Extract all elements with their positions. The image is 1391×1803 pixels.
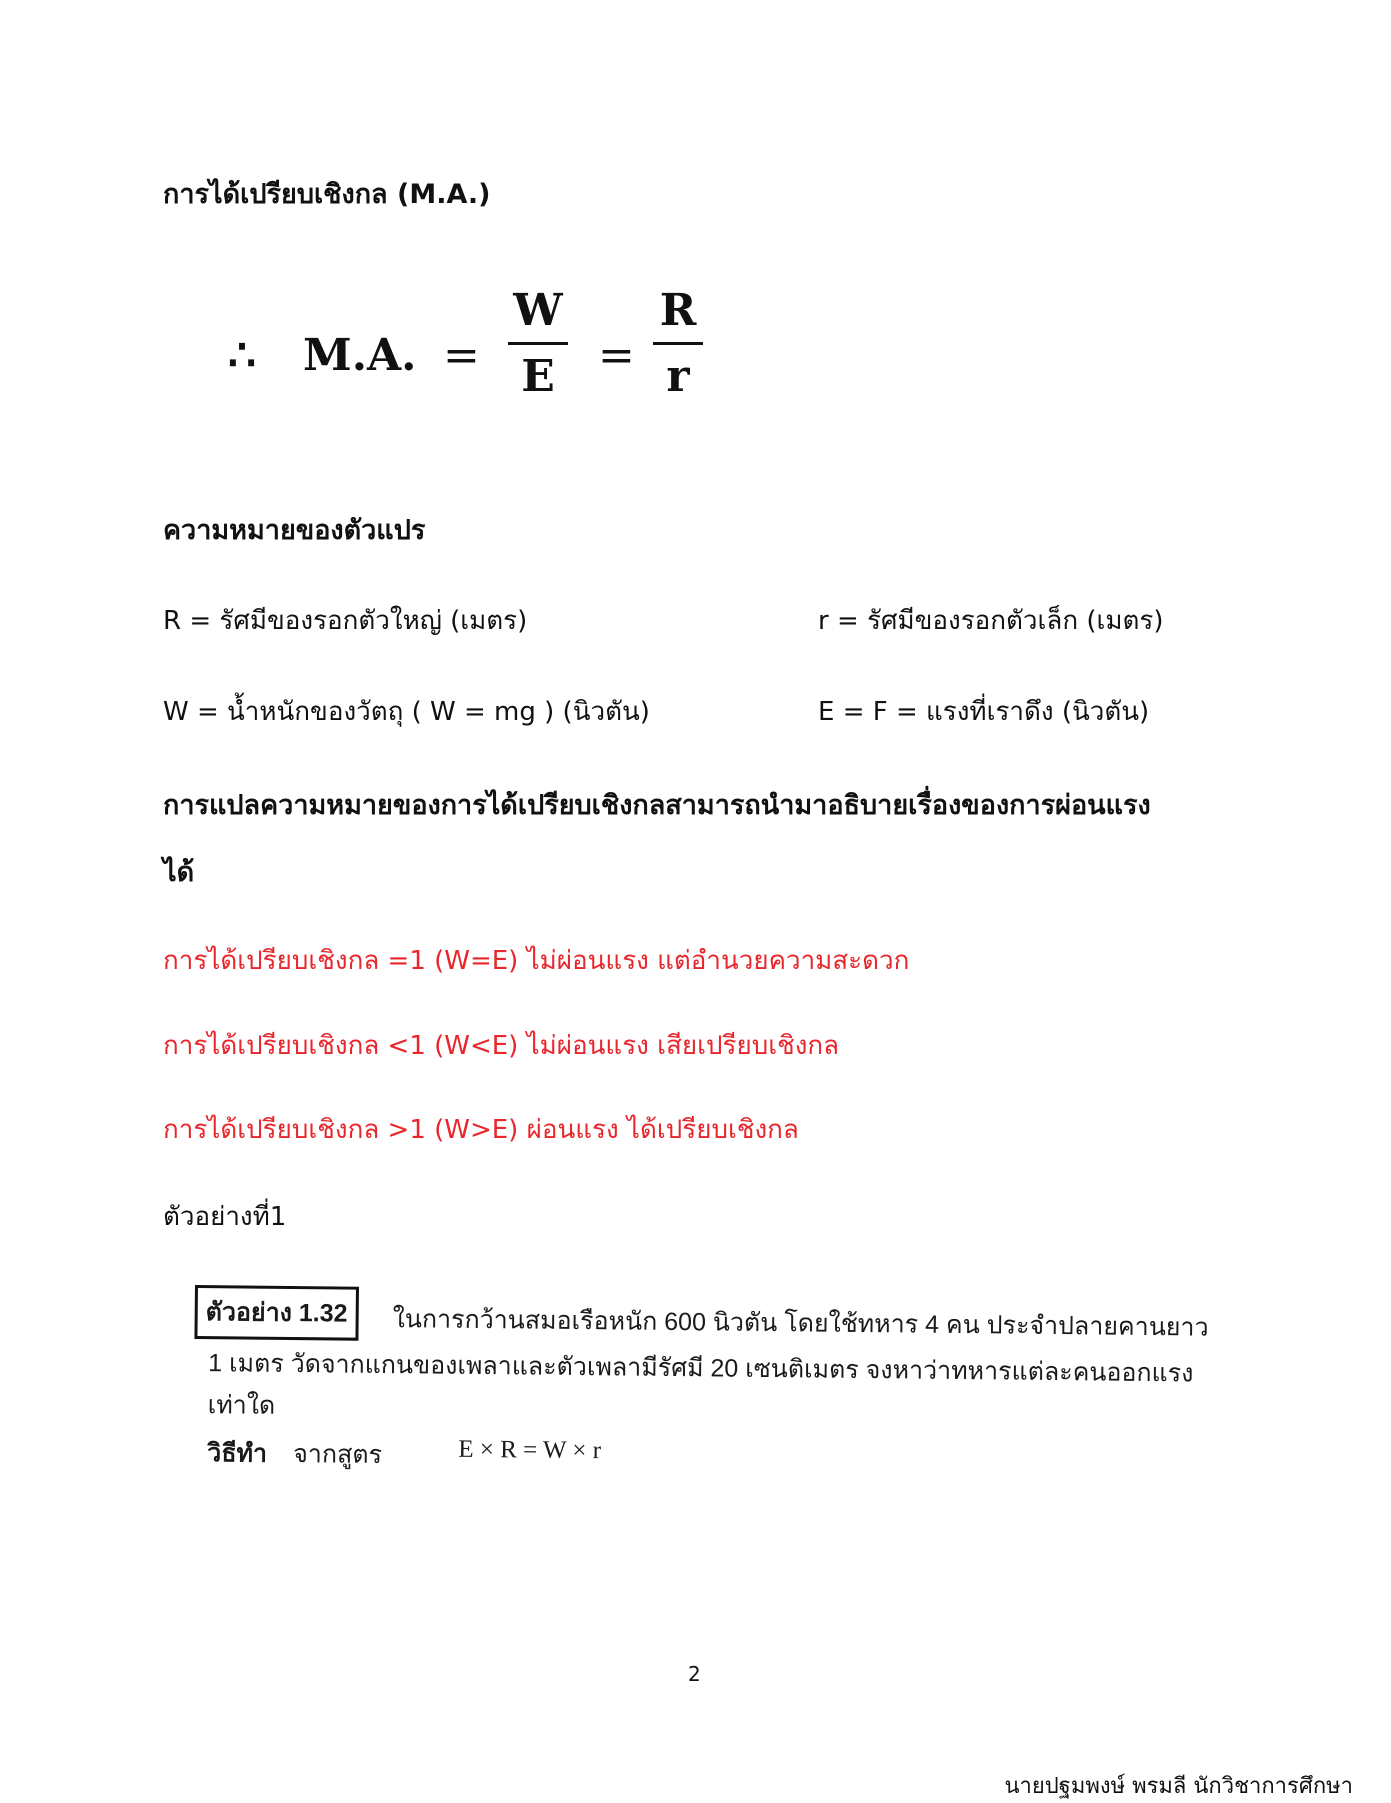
interpretation-heading: การแปลความหมายของการได้เปรียบเชิงกลสามารถนำมาอธิบายเรื่องของการผ่อนแรง [163,790,1151,821]
ma-less-one: การได้เปรียบเชิงกล <1 (W<E) ไม่ผ่อนแรง เสียเปรียบเชิงกล [163,1031,840,1061]
ma-formula [228,285,708,455]
denominator: r [666,351,690,402]
formula-equals: = [598,330,635,381]
variable-r: r = รัศมีของรอกตัวเล็ก (เมตร) [818,606,1164,636]
example-line-3: เท่าใด [207,1391,276,1420]
from-formula: จากสูตร [293,1440,383,1469]
scanned-example [193,1285,1225,1506]
example-label: ตัวอย่างที่1 [163,1202,287,1232]
therefore-symbol: ∴ [228,330,256,381]
section-title: การได้เปรียบเชิงกล (M.A.) [163,179,491,210]
interpretation-heading-cont: ได้ [163,857,195,888]
example-number-box: ตัวอย่าง 1.32 [194,1285,358,1341]
example-line-2: 1 เมตร วัดจากแกนของเพลาและตัวเพลามีรัศมี 20 เซนติเมตร จงหาว่าทหารแต่ละคนออกแรง [208,1349,1194,1388]
denominator: E [521,351,555,402]
variables-heading: ความหมายของตัวแปร [163,515,426,546]
formula-lhs: M.A. [303,330,417,381]
example-line-1: ในการกว้านสมอเรือหนัก 600 นิวตัน โดยใช้ทหาร 4 คน ประจำปลายคานยาว [392,1305,1209,1342]
variable-E: E = F = แรงที่เราดึง (นิวตัน) [818,697,1150,727]
solution-equation: E × R = W × r [458,1435,602,1465]
numerator: R [659,285,697,336]
ma-greater-one: การได้เปรียบเชิงกล >1 (W>E) ผ่อนแรง ได้เปรียบเชิงกล [163,1115,799,1145]
numerator: W [513,285,563,336]
variable-W: W = น้ำหนักของวัตถุ ( W = mg ) (นิวตัน) [163,697,650,727]
fraction-w-over-e [508,285,568,402]
footer-author: นายปฐมพงษ์ พรมลี นักวิชาการศึกษา [1004,1774,1353,1799]
ma-equal-one: การได้เปรียบเชิงกล =1 (W=E) ไม่ผ่อนแรง แต่อำนวยความสะดวก [163,946,910,976]
fraction-r-over-r [653,285,703,402]
formula-equals: = [443,330,480,381]
page-number: 2 [688,1662,701,1686]
variable-R: R = รัศมีของรอกตัวใหญ่ (เมตร) [163,606,528,636]
solution-label: วิธีทำ [207,1439,268,1468]
